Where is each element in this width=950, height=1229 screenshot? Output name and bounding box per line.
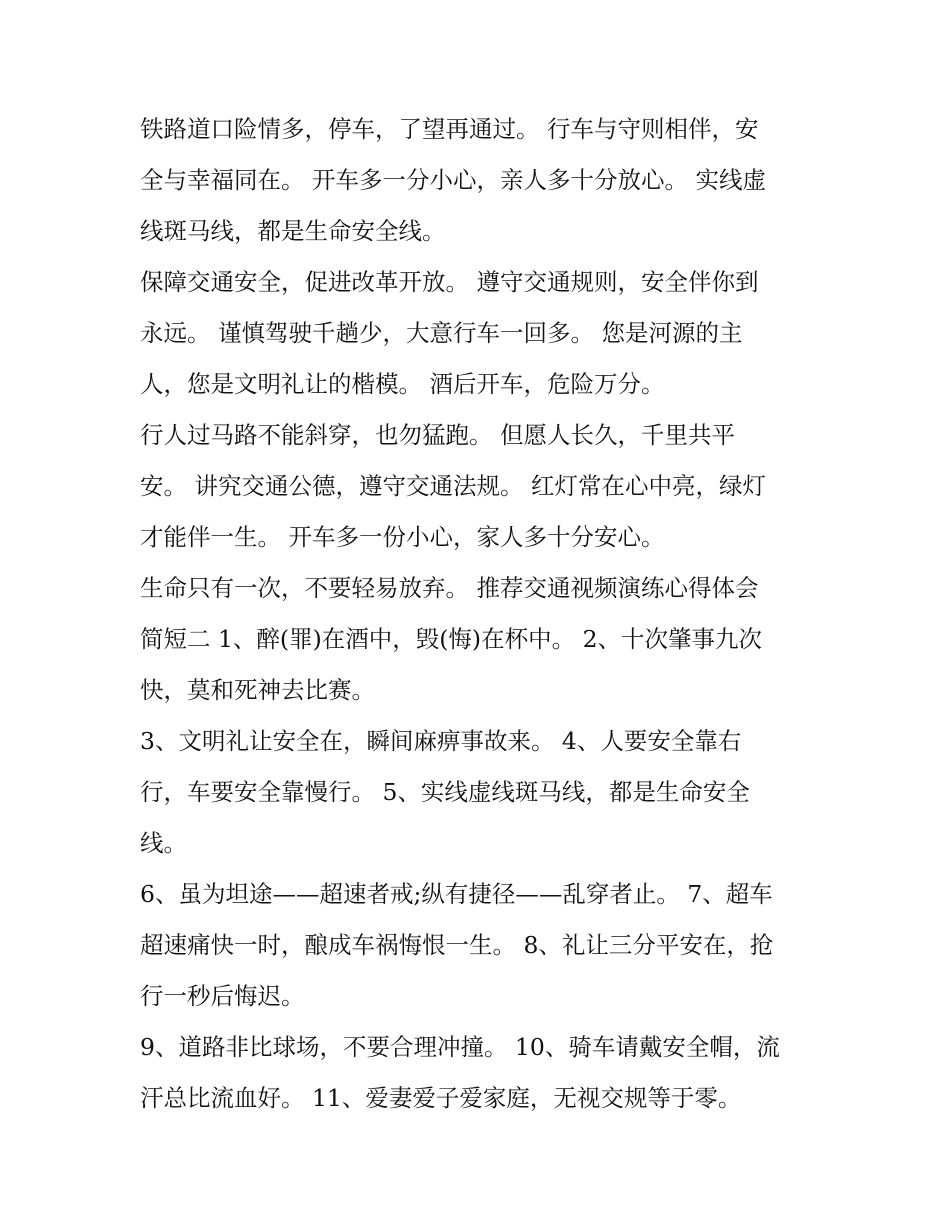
paragraph-2 [140,257,820,410]
text-line: 线斑马线，都是生命安全线。 [140,217,446,245]
text-line: 6、虽为坦途——超速者戒;纵有捷径——乱穿者止。 7、超车 [140,880,773,908]
text-line: 铁路道口险情多，停车，了望再通过。 行车与守则相伴，安 [140,115,759,143]
document-body [140,104,820,1124]
text-line: 行，车要安全靠慢行。 5、实线虚线斑马线，都是生命安全 [140,778,750,806]
paragraph-5 [140,716,820,869]
paragraph-6 [140,869,820,1022]
text-line: 汗总比流血好。 11、爱妻爱子爱家庭，无视交规等于零。 [140,1084,742,1112]
text-line: 9、道路非比球场，不要合理冲撞。 10、骑车请戴安全帽，流 [140,1033,780,1061]
text-line: 简短二 1、醉(罪)在酒中，毁(悔)在杯中。 2、十次肇事九次 [140,625,763,653]
text-line: 人，您是文明礼让的楷模。 酒后开车，危险万分。 [140,370,665,398]
paragraph-3 [140,410,820,563]
text-line: 超速痛快一时，酿成车祸悔恨一生。 8、礼让三分平安在，抢 [140,931,774,959]
paragraph-4 [140,563,820,716]
text-line: 全与幸福同在。 开车多一分小心，亲人多十分放心。 实线虚 [140,166,766,194]
text-line: 行人过马路不能斜穿，也勿猛跑。 但愿人长久，千里共平 [140,421,735,449]
paragraph-1 [140,104,820,257]
text-line: 保障交通安全，促进改革开放。 遵守交通规则，安全伴你到 [140,268,759,296]
text-line: 生命只有一次，不要轻易放弃。 推荐交通视频演练心得体会 [140,574,759,602]
paragraph-7 [140,1022,820,1124]
text-line: 安。 讲究交通公德，遵守交通法规。 红灯常在心中亮，绿灯 [140,472,766,500]
text-line: 线。 [140,829,187,857]
text-line: 行一秒后悔迟。 [140,982,305,1010]
text-line: 才能伴一生。 开车多一份小心，家人多十分安心。 [140,523,665,551]
text-line: 3、文明礼让安全在，瞬间麻痹事故来。 4、人要安全靠右 [140,727,742,755]
text-line: 永远。 谨慎驾驶千趟少，大意行车一回多。 您是河源的主 [140,319,743,347]
text-line: 快，莫和死神去比赛。 [140,676,375,704]
